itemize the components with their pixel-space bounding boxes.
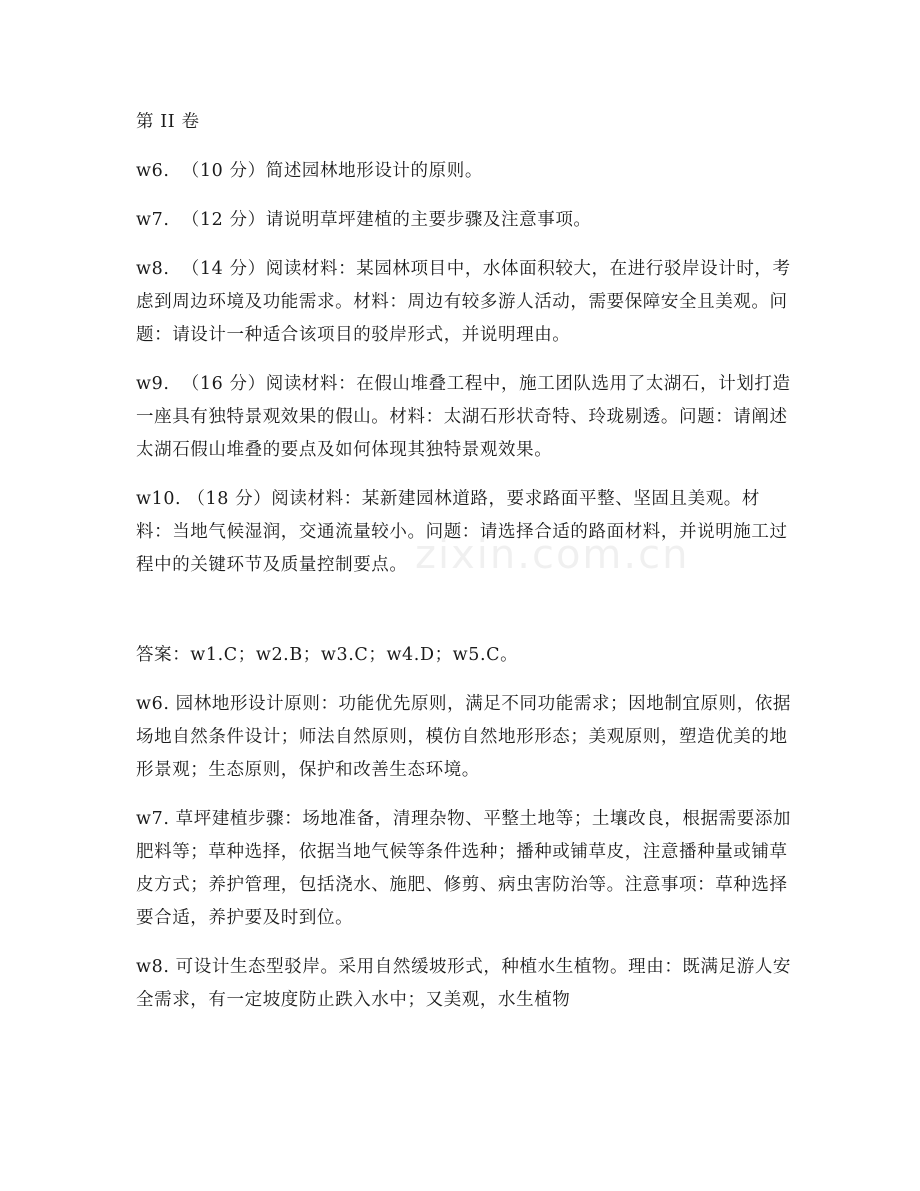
answers-intro: 答案：w1.C；w2.B；w3.C；w4.D；w5.C。: [136, 645, 519, 665]
question-w8: w8. （14 分）阅读材料：某园林项目中，水体面积较大，在进行驳岸设计时，考虑到周边环境及功能需求。材料：周边有较多游人活动，需要保障安全且美观。问题：请设计一种适合该项目的驳岸形式，并说明理由。: [136, 259, 791, 345]
question-w6: w6. （10 分）简述园林地形设计的原则。: [136, 161, 483, 181]
section-title: 第 II 卷: [136, 112, 200, 132]
question-w7: w7. （12 分）请说明草坪建植的主要步骤及注意事项。: [136, 210, 592, 230]
question-w10: w10. （18 分）阅读材料：某新建园林道路，要求路面平整、坚固且美观。材料：当地气候湿润，交通流量较小。问题：请选择合适的路面材料，并说明施工过程中的关键环节及质量控制要点。: [136, 489, 788, 575]
section-spacer: [136, 598, 796, 639]
answer-w8: w8. 可设计生态型驳岸。采用自然缓坡形式，种植水生植物。理由：既满足游人安全需求，有一定坡度防止跌入水中；又美观，水生植物: [136, 957, 792, 1010]
answer-w6: w6. 园林地形设计原则：功能优先原则，满足不同功能需求；因地制宜原则，依据场地自然条件设计；师法自然原则，模仿自然地形形态；美观原则，塑造优美的地形景观；生态原则，保护和改善生态环境。: [136, 694, 792, 780]
watermark: zixin.com.cn: [415, 532, 690, 578]
question-w9: w9. （16 分）阅读材料：在假山堆叠工程中，施工团队选用了太湖石，计划打造一座具有独特景观效果的假山。材料：太湖石形状奇特、玲珑剔透。问题：请阐述太湖石假山堆叠的要点及如何体现其独特景观效果。: [136, 374, 791, 460]
answer-w7: w7. 草坪建植步骤：场地准备，清理杂物、平整土地等；土壤改良，根据需要添加肥料等；草种选择，依据当地气候等条件选种；播种或铺草皮，注意播种量或铺草皮方式；养护管理，包括浇水、施肥、修剪、病虫害防治等。注意事项：草种选择要合适，养护要及时到位。: [136, 809, 792, 928]
